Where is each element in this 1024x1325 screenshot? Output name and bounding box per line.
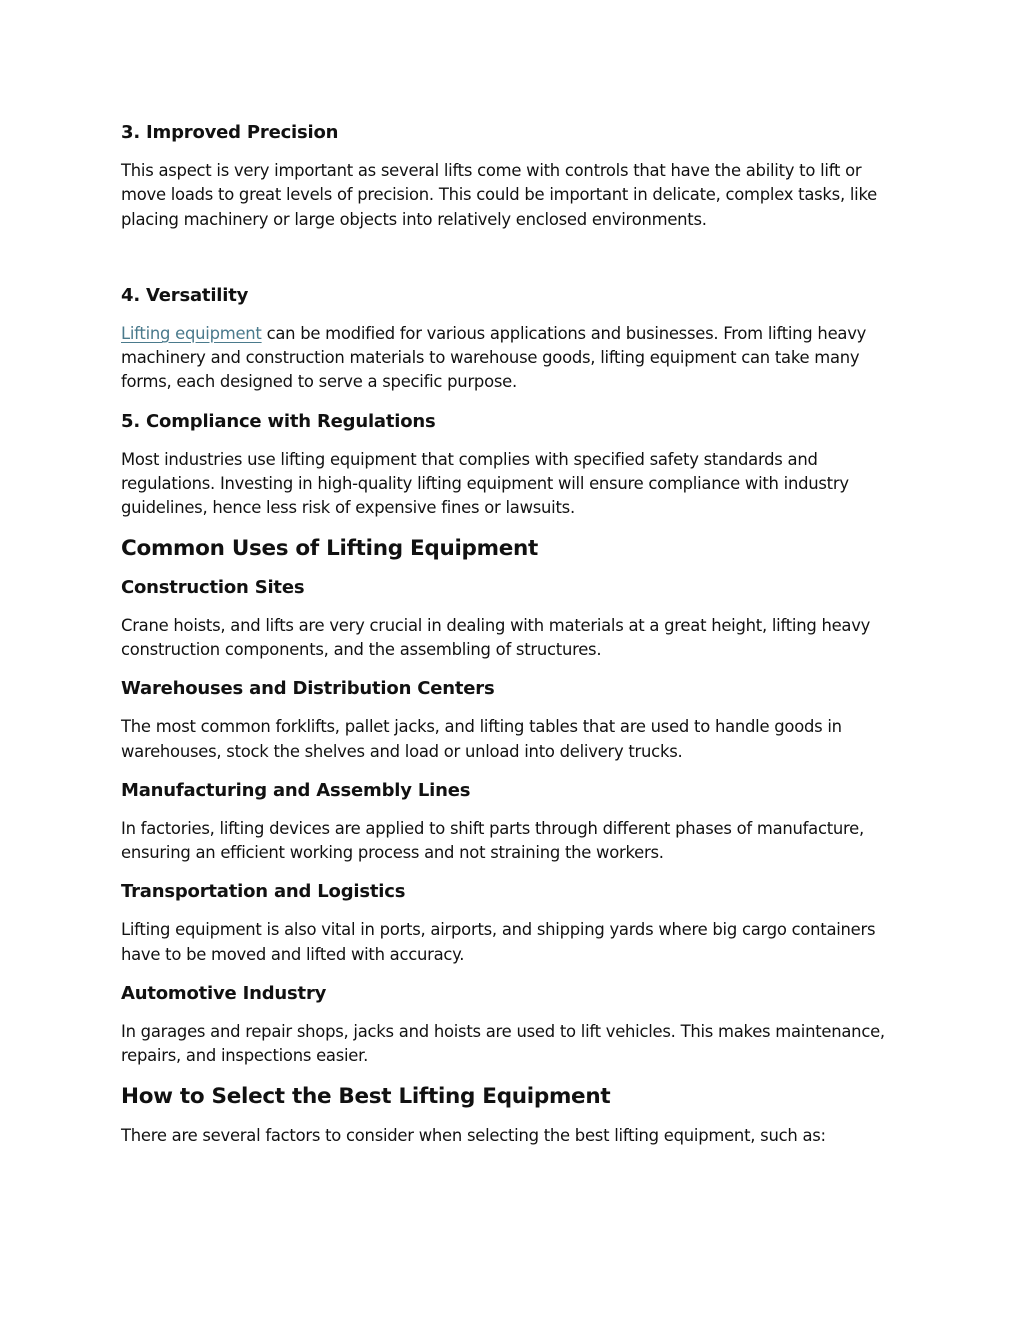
heading-transportation: Transportation and Logistics (121, 881, 406, 903)
lifting-equipment-link[interactable]: Lifting equipment (121, 323, 262, 343)
paragraph-manufacturing: In factories, lifting devices are applied to shift parts through different phases of manufacture, ensuring an efficient working process and not straining the workers. (121, 818, 864, 863)
paragraph-versatility (121, 322, 911, 395)
heading-manufacturing: Manufacturing and Assembly Lines (121, 779, 471, 801)
heading-common-uses: Common Uses of Lifting Equipment (121, 535, 539, 561)
heading-warehouses: Warehouses and Distribution Centers (121, 678, 495, 700)
heading-automotive: Automotive Industry (121, 983, 327, 1005)
paragraph-improved-precision: This aspect is very important as several lifts come with controls that have the ability to lift or move loads to great levels of precision. This could be important in delicate, complex tasks, like placing machinery or large objects into relatively enclosed environments. (121, 161, 877, 229)
heading-versatility: 4. Versatility (121, 284, 249, 306)
paragraph-warehouses: The most common forklifts, pallet jacks, and lifting tables that are used to handle goods in warehouses, stock the shelves and load or unload into delivery trucks. (121, 717, 842, 761)
heading-construction-sites: Construction Sites (121, 576, 305, 598)
heading-compliance: 5. Compliance with Regulations (121, 410, 436, 432)
paragraph-transportation: Lifting equipment is also vital in ports, airports, and shipping yards where big cargo containers have to be moved and lifted with accuracy. (121, 920, 876, 964)
paragraph-construction-sites: Crane hoists, and lifts are very crucial in dealing with materials at a great height, lifting heavy construction components, and the assembling of structures. (121, 615, 871, 659)
document-page (121, 118, 911, 1148)
paragraph-automotive: In garages and repair shops, jacks and hoists are used to lift vehicles. This makes maintenance, repairs, and inspections easier. (121, 1022, 885, 1066)
paragraph-compliance: Most industries use lifting equipment that complies with specified safety standards and regulations. Investing in high-quality lifting equipment will ensure compliance with industry guidelines, hence less risk of expensive fines or lawsuits. (121, 449, 849, 518)
heading-select-best: How to Select the Best Lifting Equipment (121, 1083, 611, 1109)
heading-improved-precision: 3. Improved Precision (121, 122, 339, 143)
paragraph-select-best: There are several factors to consider when selecting the best lifting equipment, such as: (121, 1125, 826, 1145)
paragraph-versatility-text: can be modified for various applications and businesses. From lifting heavy machinery and construction materials to warehouse goods, lifting equipment can take many forms, each designed to serve a specific purpose. (121, 323, 867, 392)
